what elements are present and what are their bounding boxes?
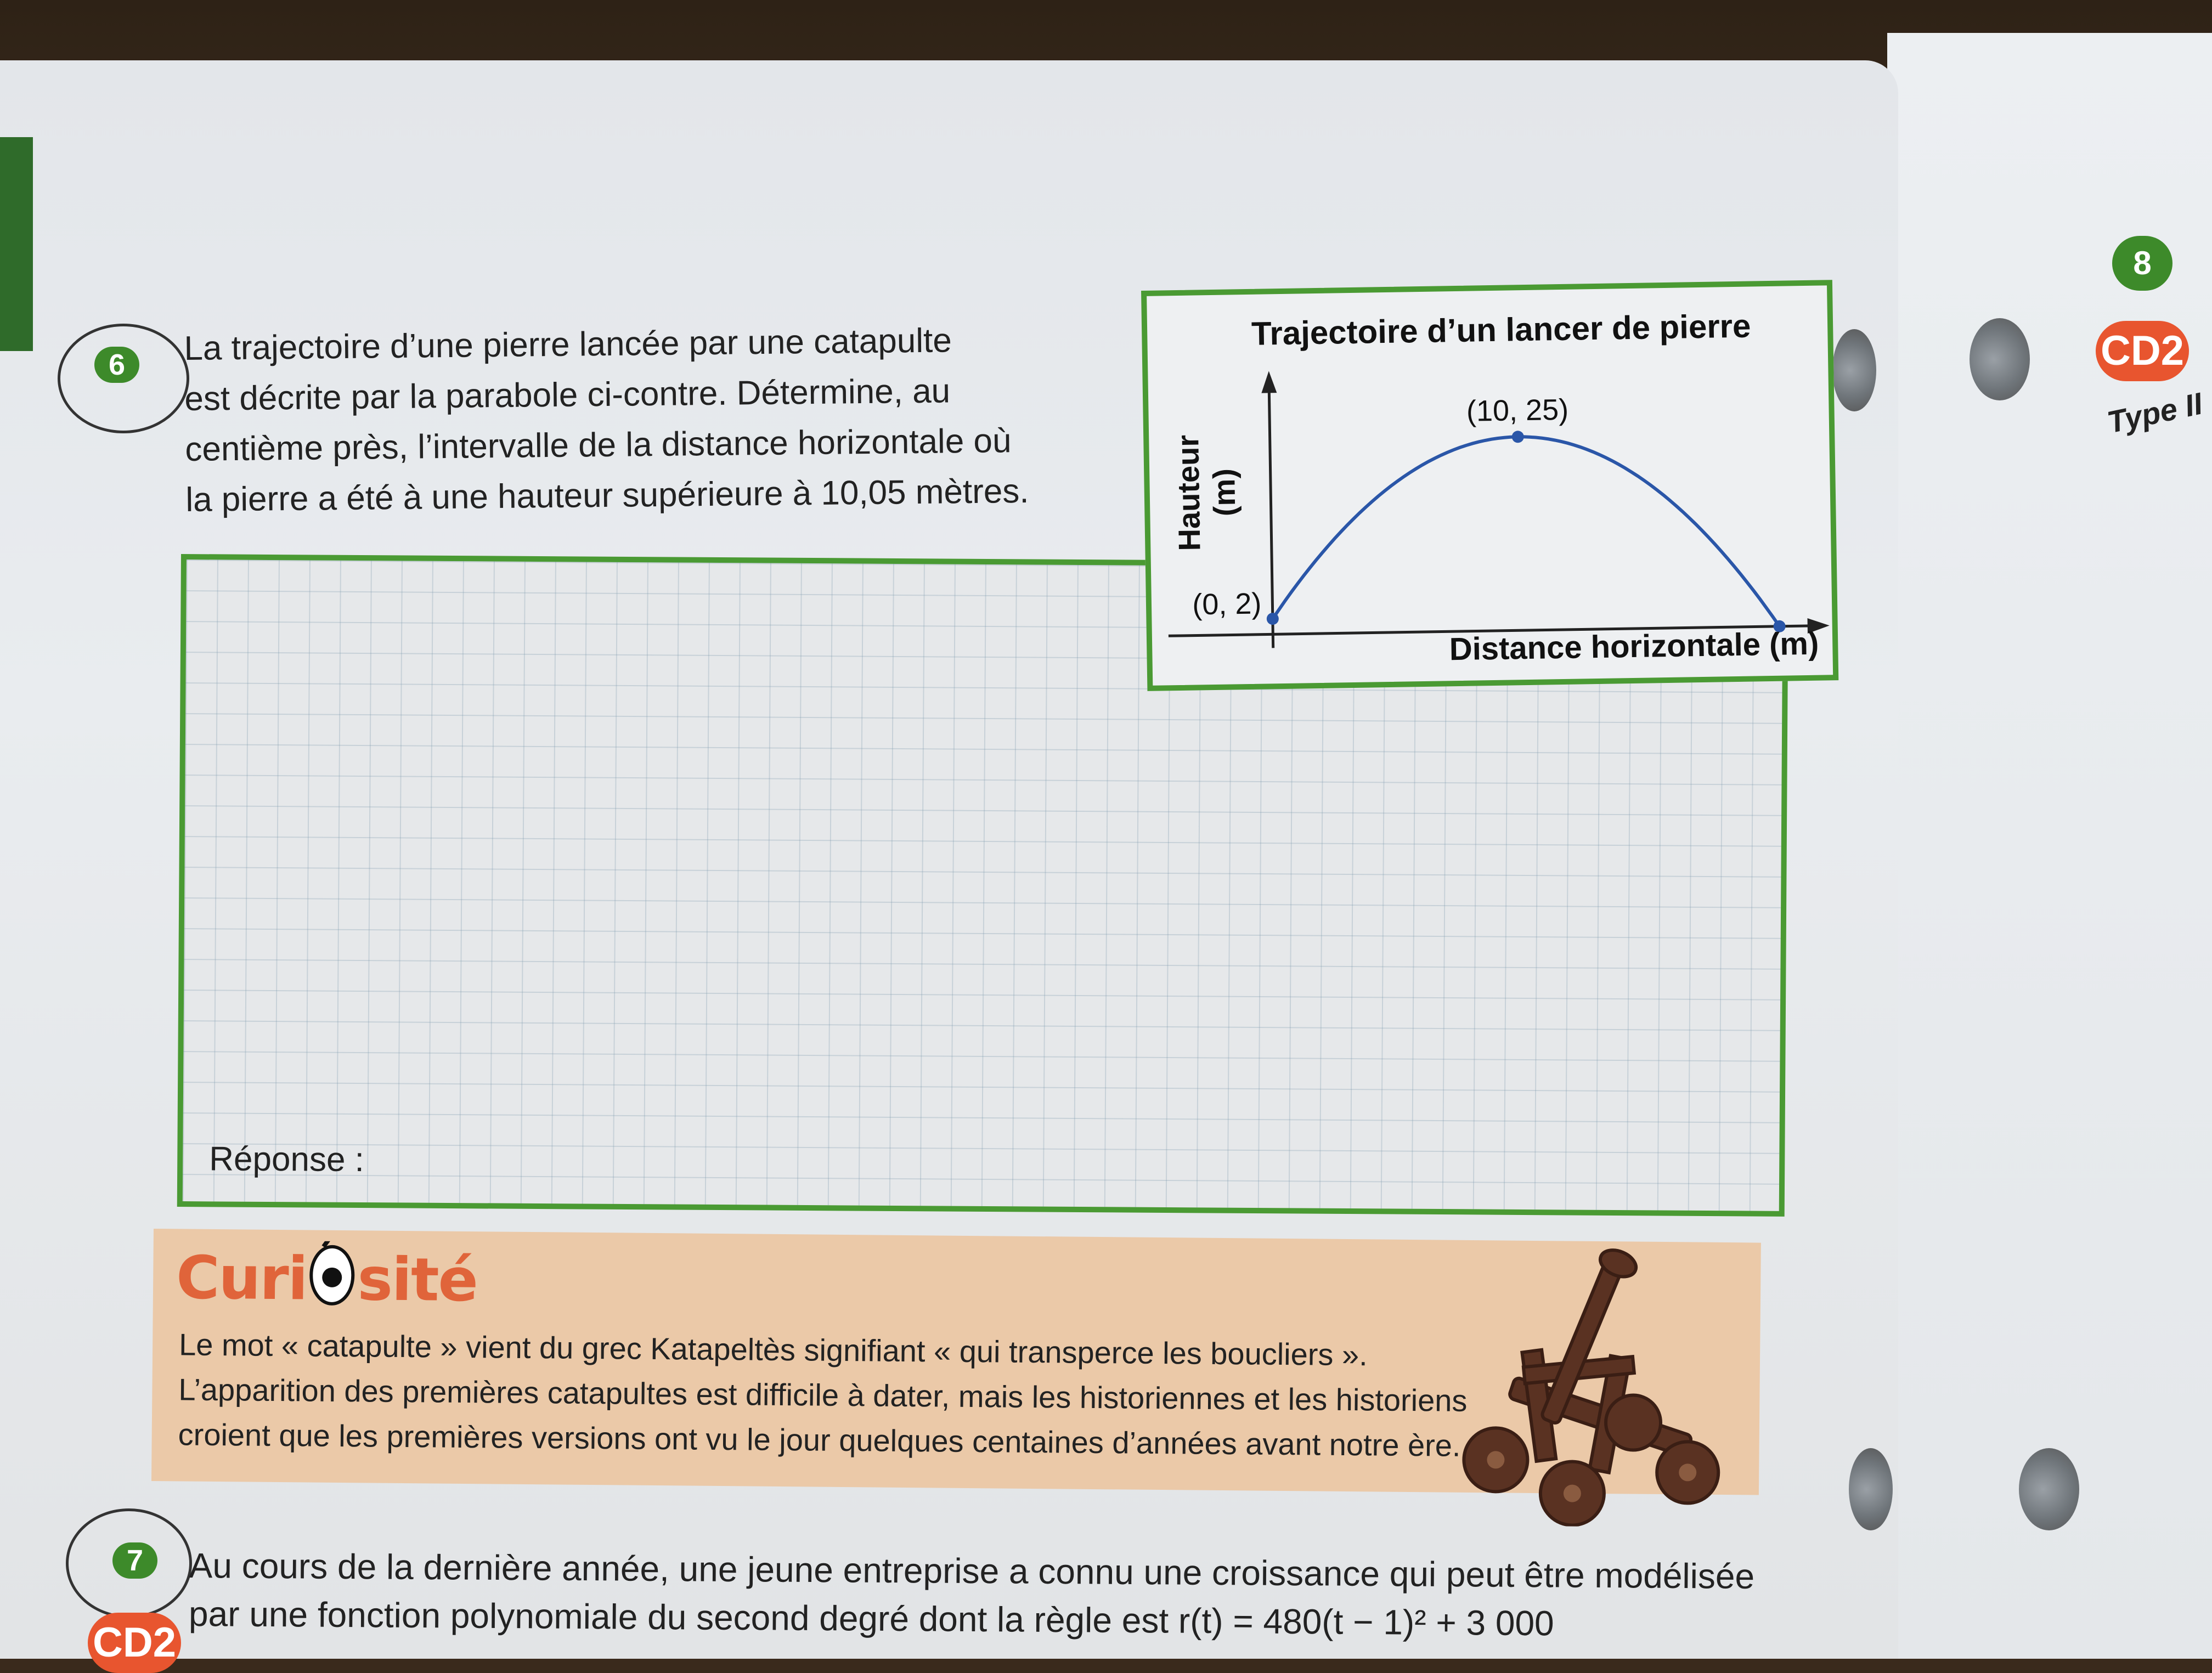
- vertex-point-label: (10, 25): [1466, 393, 1569, 428]
- binder-hole: [1832, 329, 1876, 411]
- cd2-badge: CD2: [2096, 321, 2189, 381]
- vertex-point: [1512, 431, 1524, 443]
- catapult-illustration: [1435, 1240, 1745, 1528]
- y-axis: [1269, 387, 1273, 648]
- answer-label: Réponse :: [209, 1140, 365, 1179]
- type-label: Type II: [2104, 386, 2205, 440]
- question-line: est décrite par la parabole ci-contre. Détermine, au: [184, 372, 951, 418]
- curiosity-title-start: Curi: [176, 1244, 308, 1314]
- question-number-badge: 6: [94, 347, 139, 383]
- binder-hole: [2019, 1448, 2079, 1530]
- trajectory-parabola: [1270, 433, 1780, 634]
- curiosity-box: [151, 1229, 1761, 1495]
- question-line: Au cours de la dernière année, une jeune entreprise a connu une croissance qui peut être modélisée: [189, 1545, 1755, 1596]
- curiosity-line: croient que les premières versions ont vu le jour quelques centaines d’années avant notre ère.: [178, 1417, 1461, 1463]
- question-line: par une fonction polynomiale du second degré dont la règle est r(t) = 480(t − 1)² + 3 000: [188, 1593, 1554, 1643]
- binder-hole: [1970, 318, 2030, 400]
- y-axis-label-line2: (m): [1206, 468, 1242, 517]
- curiosity-line: L’apparition des premières catapultes est difficile à dater, mais les historiennes et les historiens: [178, 1372, 1468, 1418]
- y-axis-arrow: [1261, 371, 1277, 393]
- question-number-badge: 8: [2112, 236, 2172, 291]
- curiosity-text: [178, 1322, 1468, 1467]
- page-edge-tab: [0, 137, 33, 351]
- curiosity-title-end: sité: [357, 1245, 478, 1315]
- cd2-badge: CD2: [88, 1613, 181, 1673]
- question-7-text: [189, 1541, 1835, 1649]
- eye-o-icon: [307, 1241, 358, 1307]
- question-number-badge: 7: [112, 1542, 157, 1579]
- trajectory-chart: [1141, 280, 1838, 691]
- chart-title: Trajectoire d’un lancer de pierre: [1251, 307, 1751, 352]
- curiosity-line: Le mot « catapulte » vient du grec Katapeltès signifiant « qui transperce les boucliers ».: [178, 1327, 1368, 1372]
- x-axis-label: Distance horizontale (m): [1449, 625, 1819, 668]
- question-line: la pierre a été à une hauteur supérieure à 10,05 mètres.: [185, 472, 1029, 519]
- question-line: centième près, l’intervalle de la distance horizontale où: [185, 422, 1012, 468]
- start-point-label: (0, 2): [1192, 587, 1262, 621]
- question-6-text: [184, 314, 1130, 525]
- binder-hole: [1849, 1448, 1893, 1530]
- curiosity-title: [176, 1240, 478, 1315]
- y-axis-label-line1: Hauteur: [1170, 434, 1207, 551]
- chart-svg: [1147, 285, 1833, 685]
- question-line: La trajectoire d’une pierre lancée par une catapulte: [184, 321, 952, 368]
- y-axis-label: [1170, 434, 1242, 551]
